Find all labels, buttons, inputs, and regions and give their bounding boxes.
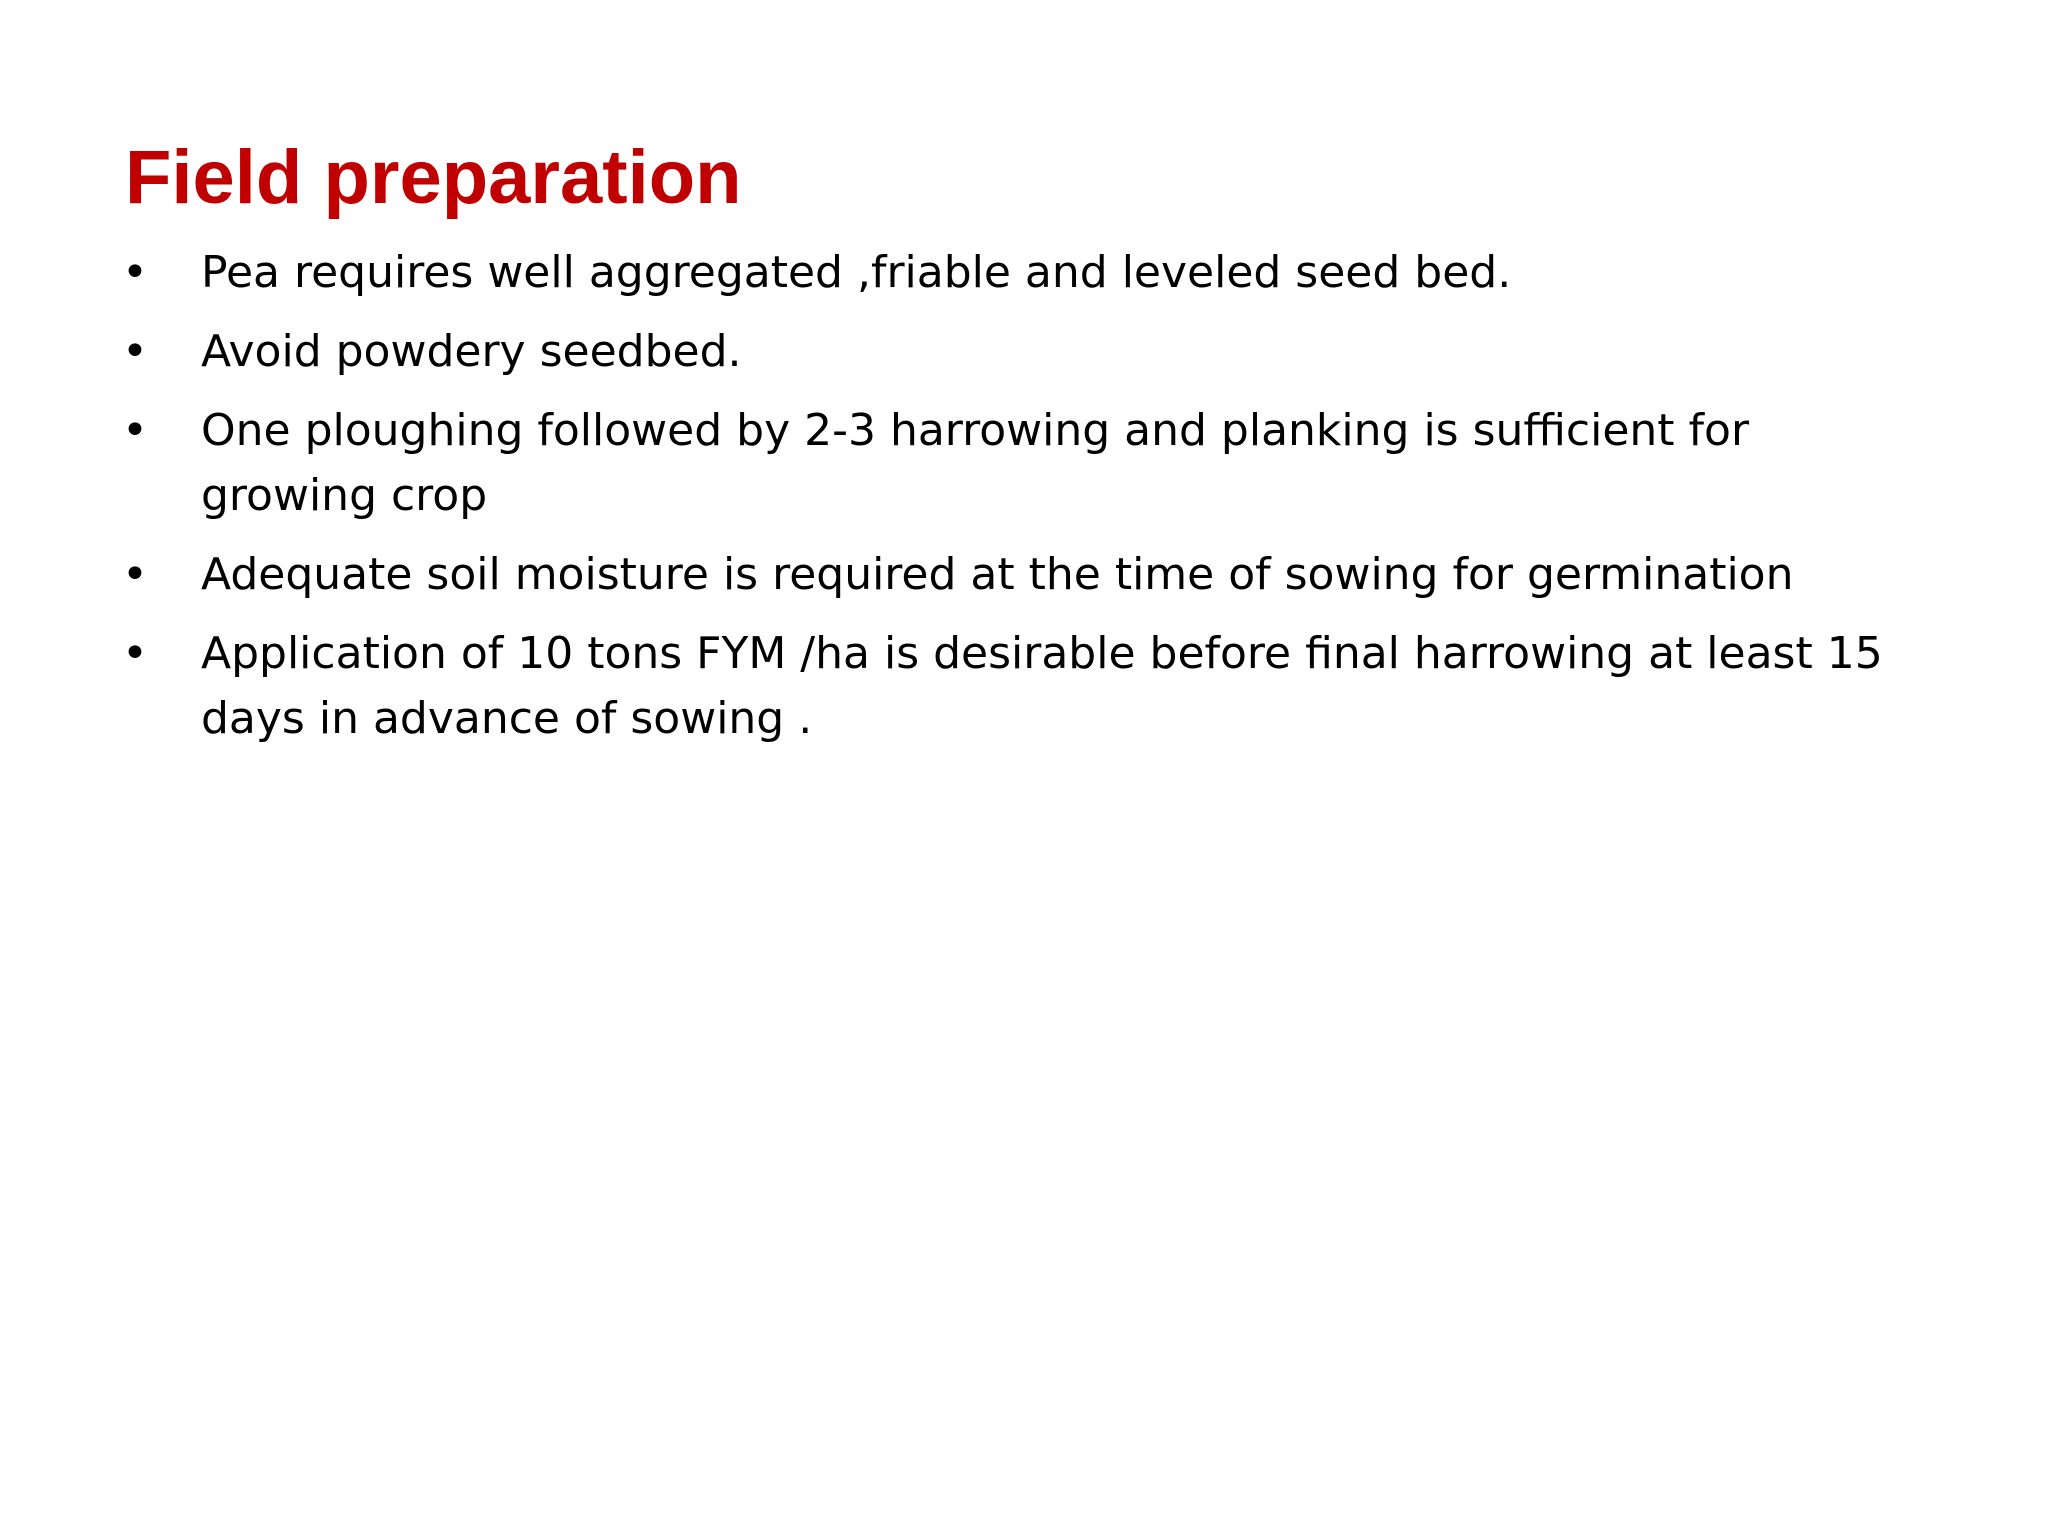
slide-title: Field preparation xyxy=(125,135,742,220)
bullet-text: Adequate soil moisture is required at the time of sowing for germination xyxy=(201,549,1794,600)
bullet-item xyxy=(120,319,1920,384)
bullet-text: Application of 10 tons FYM /ha is desirable before final harrowing at least 15 days in advance of sowing . xyxy=(201,628,1883,744)
bullet-item xyxy=(120,398,1920,528)
bullet-icon: • xyxy=(122,628,148,679)
bullet-icon: • xyxy=(122,549,148,600)
bullet-item xyxy=(120,542,1920,607)
bullet-item xyxy=(120,240,1920,305)
bullet-icon: • xyxy=(122,326,148,377)
bullet-text: Pea requires well aggregated ,friable and leveled seed bed. xyxy=(201,247,1512,298)
bullet-icon: • xyxy=(122,247,148,298)
bullet-item xyxy=(120,621,1920,751)
bullet-icon: • xyxy=(122,405,148,456)
bullet-list xyxy=(120,240,1920,765)
bullet-text: One ploughing followed by 2-3 harrowing and planking is sufficient for growing crop xyxy=(201,405,1750,521)
bullet-text: Avoid powdery seedbed. xyxy=(201,326,742,377)
